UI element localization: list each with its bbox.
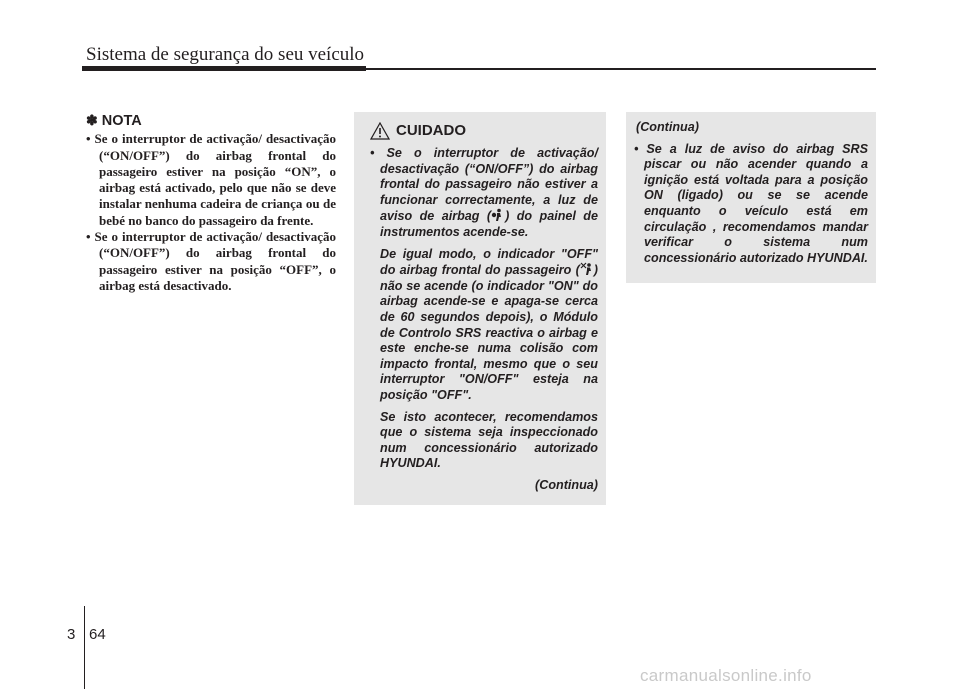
note-title: NOTA [101,113,142,129]
caution-continua: (Continua) [535,477,598,492]
header-bar [82,66,366,71]
page-header-title: Sistema de segurança do seu veículo [86,44,365,65]
airbag-warning-icon [491,208,505,222]
continued-paragraph-1: • Se a luz de aviso do airbag SRS piscar ou não acender quando a ignição está voltada para a posição ON (ligado) ou se se acende enquanto o veículo está em circulação , recomendamos mandar verificar o sistema num concessionário autorizado HYUNDAI. [634,141,868,265]
caution-paragraph-2 [370,247,598,404]
header-rule [366,68,876,70]
caution-title: CUIDADO [396,122,466,140]
continued-box [626,112,876,283]
chapter-number: 3 [67,626,76,643]
continued-label: (Continua) [636,120,699,134]
caution-paragraph-3: Se isto acontecer, recomendamos que o sistema seja inspeccionado num concessionário autorizado HYUNDAI. [380,409,598,471]
caution-p1-end: ) do painel de instrumentos acende-se. [380,209,598,239]
caution-paragraph-1 [370,146,598,241]
caution-p2-end: ) não se acende (o indicador "ON" do airbag acende-se e apaga-se cerca de 60 segundos depois), o Módulo de Controlo SRS reactiva o airbag e este enche-se numa colisão com impacto frontal, mesmo que o seu interruptor "ON/OFF" esteja na posição "OFF". [380,263,598,402]
note-item-1: • Se o interruptor de activação/ desactivação (“ON/OFF”) do airbag frontal do passageiro estiver na posição “ON”, o airbag está activado, pelo que não se deve instalar nenhuma cadeira de criança ou de bebé no banco do passageiro da frente. [86,131,336,228]
warning-triangle-icon [370,122,390,140]
page-number: 64 [89,626,106,643]
caution-p2-start: De igual modo, o indicador "OFF" do airbag frontal do passageiro ( [380,246,598,278]
caution-p1-start: • Se o interruptor de activação/ desactivação (“ON/OFF”) do airbag frontal do passageiro não estiver a funcionar correctamente, a luz de aviso de airbag ( [370,146,598,224]
page-number-divider [84,606,85,689]
note-item-2: • Se o interruptor de activação/ desactivação (“ON/OFF”) do airbag frontal do passageiro estiver na posição “OFF”, o airbag está desactivado. [86,229,336,293]
caution-box [354,112,606,505]
note-section [86,112,336,294]
watermark-text: carmanualsonline.info [640,666,812,685]
caution-heading [370,122,598,140]
passenger-airbag-off-icon [580,262,594,276]
note-heading [86,112,336,129]
note-mark: ✽ [86,112,98,128]
